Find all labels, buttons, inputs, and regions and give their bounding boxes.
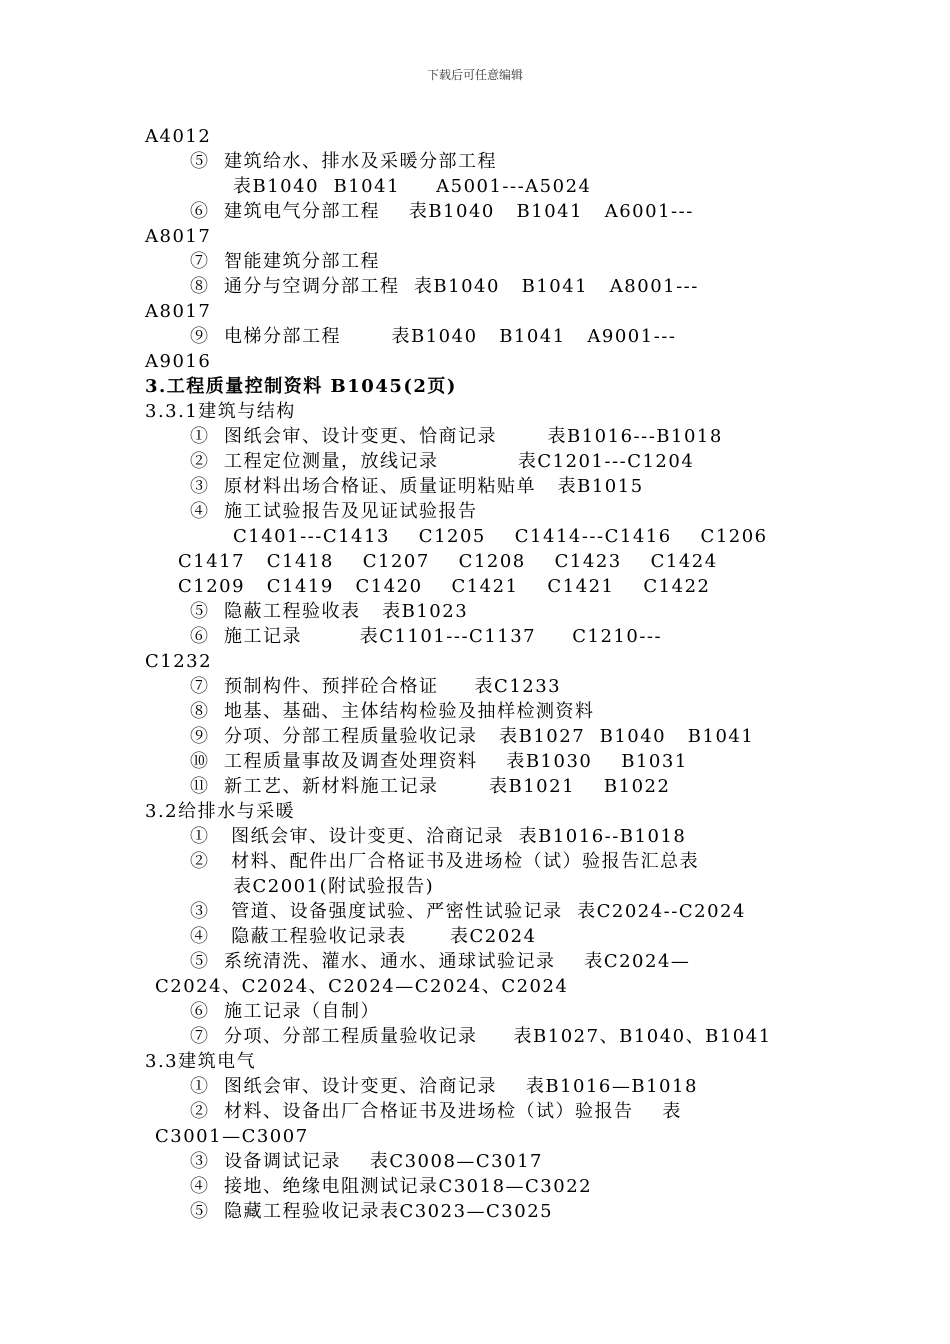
- document-line: 表B1040 B1041 A5001---A5024: [233, 176, 592, 197]
- document-line: ① 图纸会审、设计变更、恰商记录 表B1016---B1018: [190, 426, 723, 447]
- document-line: ⑤ 隐藏工程验收记录表C3023—C3025: [190, 1201, 554, 1222]
- document-line: 表C2001(附试验报告): [233, 876, 435, 897]
- document-line: ⑧ 通分与空调分部工程 表B1040 B1041 A8001---: [190, 276, 699, 297]
- document-line: ⑤ 建筑给水、排水及采暖分部工程: [190, 151, 497, 172]
- document-line: ① 图纸会审、设计变更、洽商记录 表B1016--B1018: [190, 826, 687, 847]
- document-line: ① 图纸会审、设计变更、洽商记录 表B1016—B1018: [190, 1076, 698, 1097]
- document-line: ④ 隐蔽工程验收记录表 表C2024: [190, 926, 537, 947]
- document-line: ⑨ 分项、分部工程质量验收记录 表B1027 B1040 B1041: [190, 726, 755, 747]
- section-heading: 3.工程质量控制资料 B1045(2页): [145, 376, 457, 397]
- document-line: A4012: [145, 126, 212, 147]
- document-line: ⑦ 预制构件、预拌砼合格证 表C1233: [190, 676, 562, 697]
- document-line: ④ 接地、绝缘电阻测试记录C3018—C3022: [190, 1176, 593, 1197]
- document-line: ② 工程定位测量，放线记录 表C1201---C1204: [190, 451, 695, 472]
- document-line: ⑥ 施工记录（自制）: [190, 1001, 380, 1022]
- document-line: C1417 C1418 C1207 C1208 C1423 C1424: [178, 551, 718, 572]
- document-line: C1232: [145, 651, 213, 672]
- document-line: ③ 管道、设备强度试验、严密性试验记录 表C2024--C2024: [190, 901, 746, 922]
- document-line: C1209 C1419 C1420 C1421 C1421 C1422: [178, 576, 711, 597]
- document-line: 3.3.1建筑与结构: [145, 401, 296, 422]
- document-line: ⑧ 地基、基础、主体结构检验及抽样检测资料: [190, 701, 595, 722]
- document-line: ⑪ 新工艺、新材料施工记录 表B1021 B1022: [190, 776, 671, 797]
- page-header: 下载后可任意编辑: [426, 68, 523, 82]
- document-line: ② 材料、配件出厂合格证书及进场检（试）验报告汇总表: [190, 851, 700, 872]
- document-line: C3001—C3007: [155, 1126, 309, 1147]
- document-line: ③ 原材料出场合格证、质量证明粘贴单 表B1015: [190, 476, 644, 497]
- document-line: C1401---C1413 C1205 C1414---C1416 C1206: [233, 526, 768, 547]
- document-line: A8017: [145, 301, 212, 322]
- document-line: ⑥ 施工记录 表C1101---C1137 C1210---: [190, 626, 663, 647]
- document-line: ⑥ 建筑电气分部工程 表B1040 B1041 A6001---: [190, 201, 694, 222]
- document-line: ⑦ 分项、分部工程质量验收记录 表B1027、B1040、B1041: [190, 1026, 772, 1047]
- document-line: 3.3建筑电气: [145, 1051, 257, 1072]
- document-line: ② 材料、设备出厂合格证书及进场检（试）验报告 表: [190, 1101, 682, 1122]
- document-line: C2024、C2024、C2024—C2024、C2024: [155, 976, 569, 997]
- document-line: A8017: [145, 226, 212, 247]
- document-line: ⑦ 智能建筑分部工程: [190, 251, 380, 272]
- document-line: ⑨ 电梯分部工程 表B1040 B1041 A9001---: [190, 326, 677, 347]
- document-line: ⑤ 系统清洗、灌水、通水、通球试验记录 表C2024—: [190, 951, 691, 972]
- document-line: ③ 设备调试记录 表C3008—C3017: [190, 1151, 543, 1172]
- document-line: A9016: [145, 351, 212, 372]
- document-line: ⑤ 隐蔽工程验收表 表B1023: [190, 601, 469, 622]
- document-line: ④ 施工试验报告及见证试验报告: [190, 501, 478, 522]
- document-line: 3.2给排水与采暖: [145, 801, 296, 822]
- document-line: ⑩ 工程质量事故及调查处理资料 表B1030 B1031: [190, 751, 688, 772]
